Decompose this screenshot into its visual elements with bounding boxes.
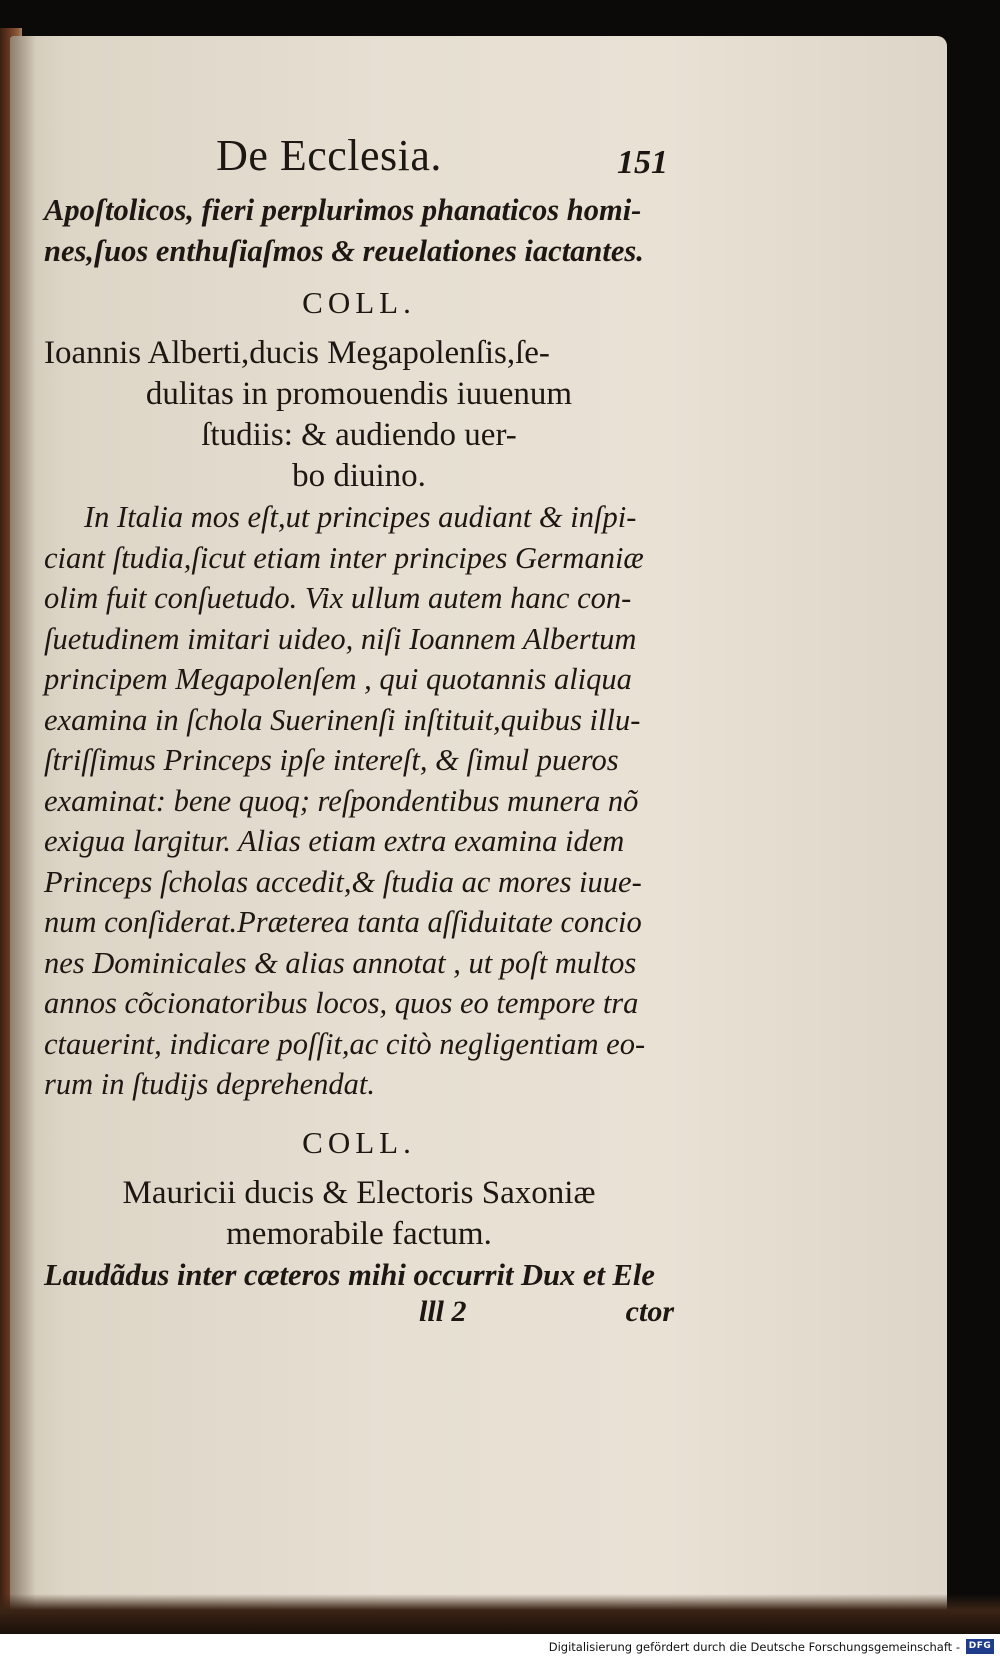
section-heading-line: ſtudiis: & audiendo uer- (201, 417, 517, 453)
signature-mark: lll 2 (419, 1295, 467, 1328)
text-line: principem Megapolenſem , qui quotannis aliqua (44, 662, 632, 696)
catchword: ctor (625, 1295, 674, 1328)
text-line: In Italia mos eſt,ut principes audiant & inſpi- (84, 500, 637, 534)
text-line: annos cõcionatoribus locos, quos eo tempore tra (44, 986, 639, 1020)
text-line: num conſiderat.Præterea tanta aſſiduitate concio (44, 905, 642, 939)
text-line: ſuetudinem imitari uideo, niſi Ioannem Albertum (44, 621, 637, 656)
page-foot-line (44, 1295, 674, 1337)
section-marker: COLL. (302, 285, 416, 320)
section-heading-line: memorabile factum. (226, 1215, 492, 1252)
text-line: examinat: bene quoq; reſpondentibus munera nõ (44, 783, 639, 818)
text-line: ctauerint, indicare poſſit,ac citò negligentiam eo- (44, 1026, 646, 1061)
text-line: Laudãdus inter cæteros mihi occurrit Dux et Ele (44, 1257, 655, 1292)
section-heading-line: dulitas in promouendis iuuenum (145, 376, 573, 412)
dfg-logo: DFG (966, 1639, 994, 1654)
text-line: ciant ſtudia,ſicut etiam inter principes Germaniæ (44, 540, 644, 575)
page-bottom-edge (0, 1594, 1000, 1634)
running-head: De Ecclesia. (216, 131, 442, 180)
text-line: Princeps ſcholas accedit,& ſtudia ac mores iuue- (44, 864, 642, 899)
page-number: 151 (617, 144, 668, 181)
funding-credit: Digitalisierung gefördert durch die Deutsche Forschungsgemeinschaft - (548, 1640, 960, 1654)
text-line: Apoſtolicos, fieri perplurimos phanaticos homi- (44, 193, 642, 227)
page-text (44, 130, 674, 1337)
text-line: examina in ſchola Suerinenſi inſtituit,quibus illu- (44, 702, 641, 737)
page-header (44, 130, 674, 190)
section-marker: COLL. (302, 1124, 416, 1160)
section-heading-line: Ioannis Alberti,ducis Megapolenſis,ſe- (44, 335, 550, 371)
text-line: ſtriſſimus Princeps ipſe intereſt, & ſimul pueros (44, 743, 619, 777)
text-line: nes Dominicales & alias annotat , ut poſt multos (44, 945, 637, 980)
spine-shadow (10, 36, 36, 1636)
text-line: rum in ſtudijs deprehendat. (44, 1067, 375, 1101)
text-line: nes,ſuos enthuſiaſmos & reuelationes iactantes. (44, 233, 644, 268)
section-heading-line: Mauricii ducis & Electoris Saxoniæ (122, 1174, 596, 1211)
section-heading-line: bo diuino. (292, 458, 426, 494)
text-line: olim fuit conſuetudo. Vix ullum autem hanc con- (44, 581, 632, 615)
footer-bar (0, 1634, 1000, 1662)
text-line: exigua largitur. Alias etiam extra examina idem (44, 824, 625, 858)
